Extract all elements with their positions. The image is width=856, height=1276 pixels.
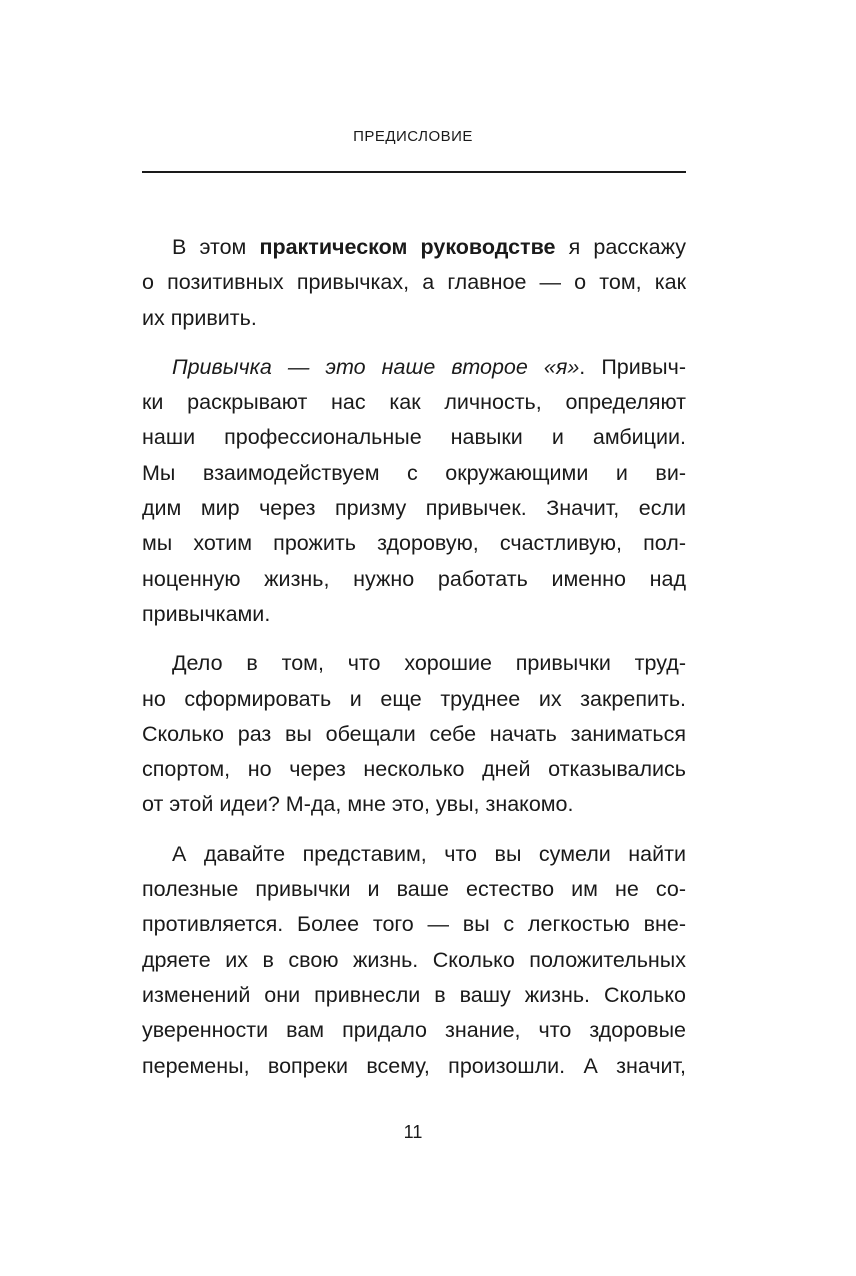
text-line: перемены, вопреки всему, произошли. А значит, [142, 1053, 686, 1078]
paragraph [142, 837, 686, 1084]
text-line: ки раскрывают нас как личность, определяют [142, 390, 686, 415]
bold-phrase: практическом руководстве [259, 235, 556, 259]
text-line: А давайте представим, что вы сумели найти [172, 841, 686, 866]
text-line: их привить. [142, 305, 257, 330]
text-line [142, 230, 686, 265]
text-line: от этой идеи? М-да, мне это, увы, знакомо. [142, 792, 574, 817]
header-rule [142, 171, 686, 173]
text-line: Сколько раз вы обещали себе начать заниматься [142, 721, 686, 746]
text-line: изменений они привнесли в вашу жизнь. Сколько [142, 982, 686, 1007]
italic-phrase: Привычка — это наше второе «я» [172, 354, 580, 379]
text-line: наши профессиональные навыки и амбиции. [142, 425, 686, 450]
text-line: Дело в том, что хорошие привычки труд- [172, 651, 686, 676]
text-line: спортом, но через несколько дней отказывались [142, 757, 686, 782]
text-line: Мы взаимодействуем с окружающими и ви- [142, 460, 686, 485]
paragraph [142, 646, 686, 822]
text-run: . Привыч- [579, 354, 686, 379]
text-run: В этом [172, 235, 260, 259]
text-line: дряете их в свою жизнь. Сколько положительных [142, 947, 686, 972]
paragraph [142, 230, 686, 336]
text-line: ноценную жизнь, нужно работать именно над [142, 566, 686, 591]
paragraph [142, 350, 686, 632]
text-line: но сформировать и еще труднее их закрепить. [142, 686, 686, 711]
text-line: мы хотим прожить здоровую, счастливую, пол- [142, 531, 686, 556]
text-line: привычками. [142, 601, 271, 626]
text-line: противляется. Более того — вы с легкостью вне- [142, 912, 686, 937]
text-line: о позитивных привычках, а главное — о том, как [142, 270, 686, 295]
running-head: ПРЕДИСЛОВИЕ [353, 128, 473, 145]
text-line: полезные привычки и ваше естество им не со- [142, 877, 686, 902]
text-line [142, 350, 686, 385]
text-line: дим мир через призму привычек. Значит, если [142, 496, 686, 521]
body-text [142, 230, 686, 1098]
text-run: я расскажу [555, 235, 687, 259]
page-number: 11 [403, 1122, 423, 1142]
text-line: уверенности вам придало знание, что здоровые [142, 1018, 686, 1043]
